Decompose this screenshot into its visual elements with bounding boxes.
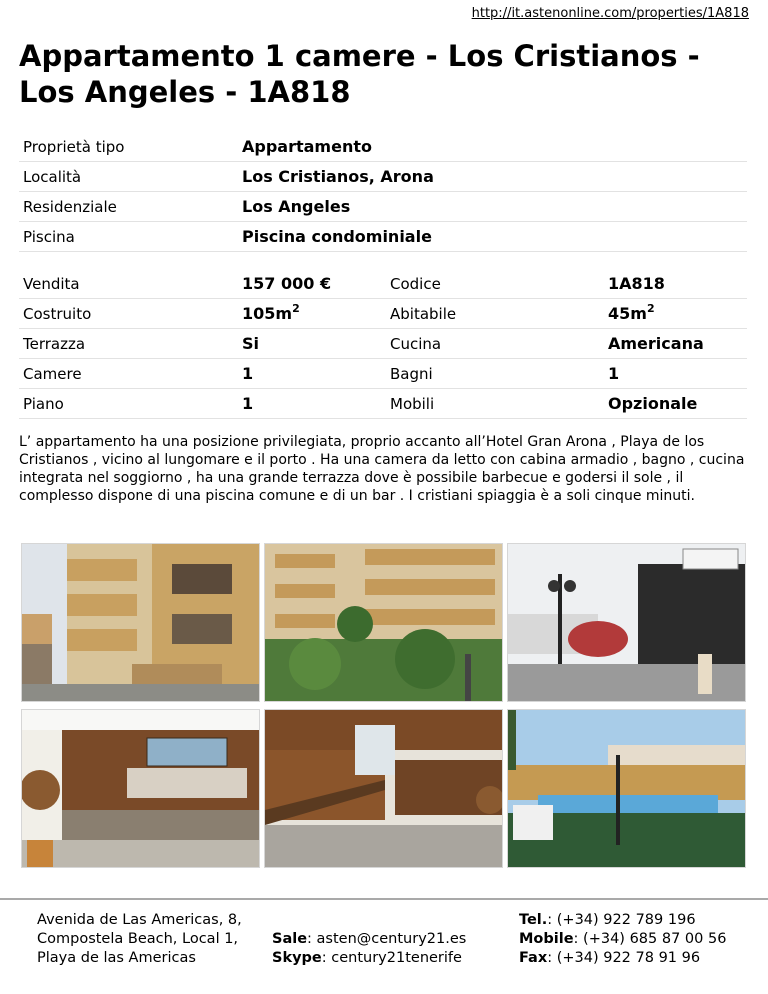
tel-contact[interactable] bbox=[519, 911, 726, 930]
property-description: L’ appartamento ha una posizione privilegiata, proprio accanto all’Hotel Gran Arona , Playa de los Cristianos , vicino al lungomare e il porto . Ha una camera da letto con cabina armadio , bagno , cucina integrata nel soggiorno , ha una grande terrazza dove è possibile barbecue e godersi il sole , il complesso dispone di una piscina comune e di un bar . I cristiani spiaggia è a soli cinque minuti. bbox=[19, 434, 745, 504]
fax-contact[interactable] bbox=[519, 949, 726, 968]
photo-lobby-reception[interactable] bbox=[21, 709, 260, 868]
spec-label: Mobili bbox=[386, 389, 604, 419]
property-specs-table bbox=[19, 269, 747, 419]
detail-label: Piscina bbox=[19, 222, 238, 252]
photo-hall-ramp[interactable] bbox=[264, 709, 503, 868]
address-line: Compostela Beach, Local 1, bbox=[37, 931, 239, 947]
table-row bbox=[19, 329, 747, 359]
fax-label: Fax bbox=[519, 950, 548, 966]
table-row bbox=[19, 132, 747, 162]
superscript: 2 bbox=[292, 302, 300, 315]
tel-label: Tel. bbox=[519, 912, 548, 928]
property-details-table bbox=[19, 132, 747, 252]
mobile-contact[interactable] bbox=[519, 930, 726, 949]
footer-divider bbox=[0, 898, 768, 900]
spec-value: Si bbox=[238, 329, 386, 359]
built-area: 105m bbox=[242, 304, 293, 323]
spec-value: Americana bbox=[604, 329, 747, 359]
detail-label: Residenziale bbox=[19, 192, 238, 222]
table-row bbox=[19, 389, 747, 419]
detail-value: Piscina condominiale bbox=[238, 222, 747, 252]
sale-value: : asten@century21.es bbox=[307, 931, 467, 947]
table-row bbox=[19, 299, 747, 329]
photo-complex-palms[interactable] bbox=[264, 543, 503, 702]
table-row bbox=[19, 359, 747, 389]
photo-pool[interactable] bbox=[507, 709, 746, 868]
spec-value: 1 bbox=[604, 359, 747, 389]
spec-label: Camere bbox=[19, 359, 238, 389]
detail-label: Proprietà tipo bbox=[19, 132, 238, 162]
skype-label: Skype bbox=[272, 950, 322, 966]
skype-value: : century21tenerife bbox=[321, 950, 462, 966]
superscript: 2 bbox=[646, 302, 655, 315]
sale-email[interactable] bbox=[272, 930, 466, 949]
tel-value: : (+34) 922 789 196 bbox=[547, 912, 696, 928]
spec-value: 157 000 € bbox=[238, 269, 386, 299]
skype-contact[interactable] bbox=[272, 949, 466, 968]
detail-value: Appartamento bbox=[238, 132, 747, 162]
spec-value bbox=[238, 299, 386, 329]
spec-value: 1 bbox=[238, 359, 386, 389]
spec-label: Abitabile bbox=[386, 299, 604, 329]
fax-value: : (+34) 922 78 91 96 bbox=[547, 950, 701, 966]
address-line: Playa de las Americas bbox=[37, 950, 196, 966]
address-line: Avenida de Las Americas, 8, bbox=[37, 912, 242, 928]
page-title: Appartamento 1 camere - Los Cristianos - Los Angeles - 1A818 bbox=[19, 39, 700, 109]
spec-label: Vendita bbox=[19, 269, 238, 299]
spec-label: Costruito bbox=[19, 299, 238, 329]
table-row bbox=[19, 192, 747, 222]
table-row bbox=[19, 222, 747, 252]
photo-building-exterior[interactable] bbox=[21, 543, 260, 702]
mobile-value: : (+34) 685 87 00 56 bbox=[573, 931, 727, 947]
property-url-link[interactable]: http://it.astenonline.com/properties/1A818 bbox=[471, 6, 749, 21]
footer-contacts-phone bbox=[519, 911, 726, 968]
mobile-label: Mobile bbox=[519, 931, 574, 947]
spec-label: Codice bbox=[386, 269, 604, 299]
detail-value: Los Angeles bbox=[238, 192, 747, 222]
table-row bbox=[19, 162, 747, 192]
spec-value: 1A818 bbox=[604, 269, 747, 299]
detail-label: Località bbox=[19, 162, 238, 192]
sale-label: Sale bbox=[272, 931, 308, 947]
spec-label: Terrazza bbox=[19, 329, 238, 359]
detail-value: Los Cristianos, Arona bbox=[238, 162, 747, 192]
table-row bbox=[19, 269, 747, 299]
spec-value: Opzionale bbox=[604, 389, 747, 419]
spec-label: Bagni bbox=[386, 359, 604, 389]
photo-entrance[interactable] bbox=[507, 543, 746, 702]
spec-value bbox=[604, 299, 747, 329]
spec-value: 1 bbox=[238, 389, 386, 419]
footer-contacts-online bbox=[272, 930, 466, 968]
footer-address bbox=[37, 911, 242, 968]
spec-label: Cucina bbox=[386, 329, 604, 359]
spec-label: Piano bbox=[19, 389, 238, 419]
living-area: 45m bbox=[608, 304, 647, 323]
